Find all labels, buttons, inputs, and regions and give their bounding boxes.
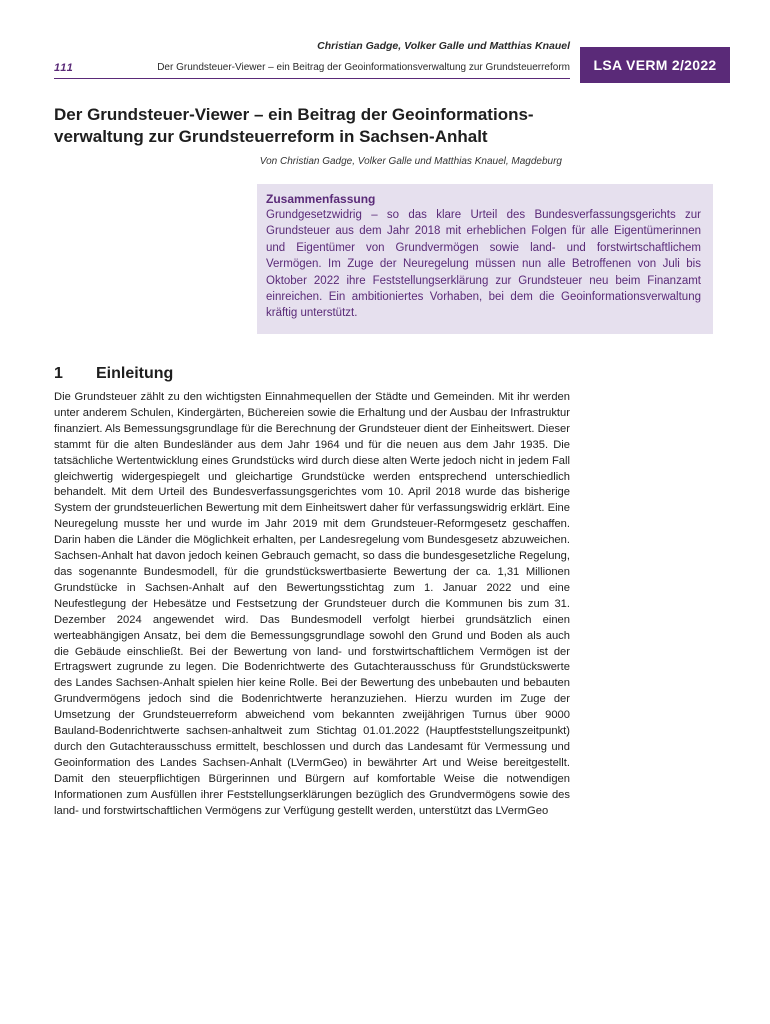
article-title: Der Grundsteuer-Viewer – ein Beitrag der Geoinformations- verwaltung zur Grundsteuerreform in Sachsen-Anhalt bbox=[54, 105, 534, 146]
abstract-heading: Zusammenfassung bbox=[266, 192, 376, 206]
section-title: Einleitung bbox=[96, 365, 174, 382]
section-body-text: Die Grundsteuer zählt zu den wichtigsten Einnahmequellen der Städte und Gemeinden. Mit ihr werden unter anderem Schulen, Kindergärten, Büchereien sowie die Erhaltung und der Ausbau der Infrastruktur finanziert. Als Bemessungsgrundlage für die Berechnung der Grundsteuer dient der Einheitswert. Dieser stammt für die alten Bundesländer aus dem Jahr 1964 und für die neuen aus dem Jahr 1935. Die tatsächliche Wertentwicklung eines Grundstücks wird durch diese alten Werte jedoch nicht in jedem Fall gleichwertig widergespiegelt und gleichartige Grundstücke werden entsprechend unterschiedlich behandelt. Mit dem Urteil des Bundesverfassungsgerichtes vom 10. April 2018 wurde das bisherige System der grundsteuerlichen Bewertung mit dem Einheitswert daher für verfassungswidrig erklärt. Eine Neuregelung musste her und wurde im Jahr 2019 mit dem Grundsteuer-Reformgesetz geschaffen. Darin haben die Länder die Möglichkeit erhalten, per Landesregelung vom Bundesgesetz abzuweichen. Sachsen-Anhalt hat davon jedoch keinen Gebrauch gemacht, so dass die bundesgesetzliche Regelung, das sogenannte Bundesmodell, für die grundstückswertbasierte Bewertung der ca. 1,31 Millionen Grundstücke in Sachsen-Anhalt auf den Bewertungsstichtag zum 1. Januar 2022 und eine Neufestlegung der Hebesätze und Festsetzung der Grundsteuer durch die Kommunen bis zum 31. Dezember 2024 angewendet wird. Das Bundesmodell verfolgt hierbei grundsätzlich einen werteabhängigen Ansatz, bei dem die Bemessungsgrundlage sowohl den Grund und Boden als auch die Gebäude einschließt. Bei der Bewertung von land- und forstwirtschaftlichem Vermögen ist der Ertragswert zugrunde zu legen. Die Bodenrichtwerte des Gutachterausschuss für Grundstückswerte des Landes Sachsen-Anhalt spielen hier keine Rolle. Bei der Bewertung des unbebauten und bebauten Grundvermögens jedoch sind die Bodenrichtwerte heranzuziehen. Hierzu wurden im Zuge der Umsetzung der Grundsteuerreform abweichend vom bekannten zweijährigen Turnus über 9000 Bauland-Bodenrichtwerte sachsen-anhaltweit zum Stichtag 01.01.2022 (Hauptfeststellungszeitpunkt) durch den Gutachterausschuss ermittelt, beschlossen und durch das Landesamt für Vermessung und Geoinformation des Landes Sachsen-Anhalt (LVermGeo) in bewährter Art und Weise bereitgestellt. Damit den steuerpflichtigen Bürgerinnen und Bürgern auf komfortable Weise die notwendigen Informationen zum Ausfüllen ihrer Feststellungserklärungen bezüglich des Grundvermögens sowie des land- und forstwirtschaftlichen Vermögens zur Verfügung gestellt werden, unterstützt das LVermGeo bbox=[54, 391, 570, 817]
header-authors: Christian Gadge, Volker Galle und Matthias Knauel bbox=[317, 40, 570, 52]
article-byline: Von Christian Gadge, Volker Galle und Matthias Knauel, Magdeburg bbox=[259, 156, 562, 167]
page-number: 111 bbox=[54, 62, 74, 74]
abstract-box bbox=[257, 184, 713, 334]
running-title: Der Grundsteuer-Viewer – ein Beitrag der Geoinformationsverwaltung zur Grundsteuerreform bbox=[157, 62, 570, 73]
header-divider bbox=[54, 78, 570, 79]
abstract-text: Grundgesetzwidrig – so das klare Urteil des Bundesverfassungsgerichts zur Grundsteuer aus dem Jahr 2018 mit erheblichen Folgen für alle Eigentümerinnen und Eigentümer von Grundvermögen sowie land- und forstwirtschaftlichem Vermögen. Im Zuge der Neuregelung müssen nun alle Betroffenen von Juli bis Oktober 2022 ihre Feststellungserklärung zur Grundsteuer neu beim Finanzamt einreichen. Ein ambitioniertes Vorhaben, bei dem die Geoinformationsverwaltung kräftig unterstützt. bbox=[266, 209, 701, 320]
section-number: 1 bbox=[54, 365, 63, 382]
journal-badge: LSA VERM 2/2022 bbox=[580, 47, 730, 83]
